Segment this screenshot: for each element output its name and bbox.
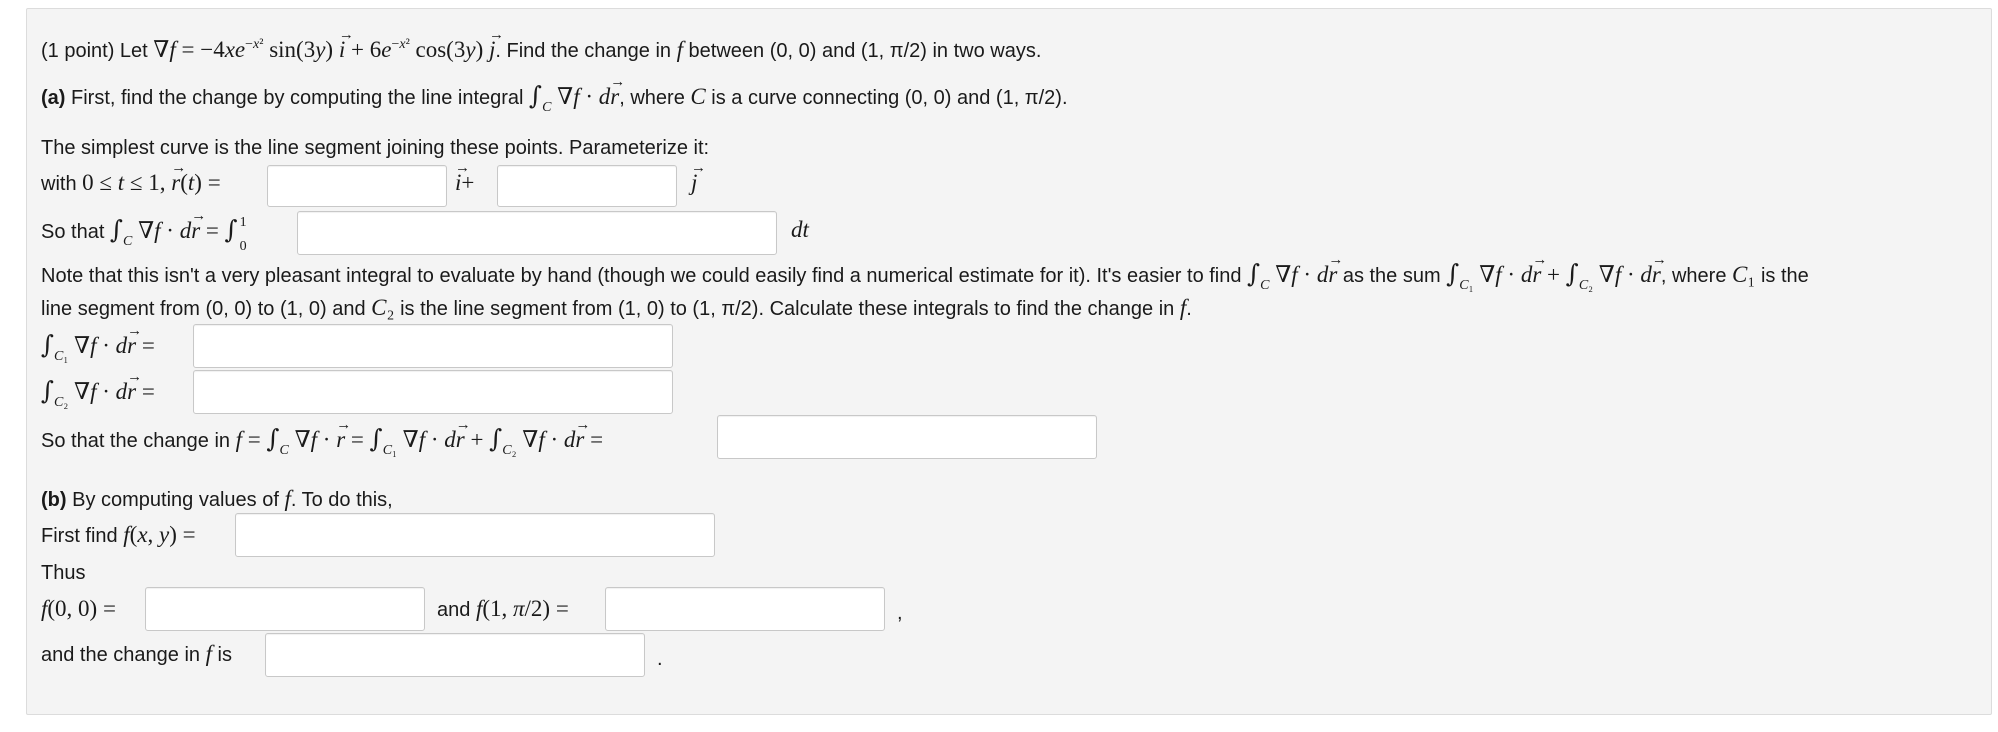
change-in-f-label: and the change in f is [41, 641, 232, 666]
integral-setup-line: So that $\int_C$ ∇f · d→ r = ∫ 1 0 [41, 216, 250, 256]
note-line-2: line segment from (0, 0) to (1, 0) and C₂ is the line segment from (1, 0) to (1, π/2). Calculate these integrals to find the change in f. [41, 295, 1192, 320]
first-find-line: First find f(x, y) = [41, 522, 196, 547]
c1-integral-label: $\int_{C_1}$ ∇f · d→ r = [41, 331, 155, 371]
f-1pi2-input[interactable] [605, 587, 885, 631]
parameterize-text: The simplest curve is the line segment joining these points. Parameterize it: [41, 137, 710, 159]
dt-label: dt [791, 217, 809, 242]
comma-text: , [897, 602, 903, 624]
part-b-statement: (b) By computing values of f. To do this, [41, 486, 393, 511]
part-b-change-input[interactable] [265, 633, 645, 677]
i-plus-label: → i+ [455, 169, 474, 197]
j-label: → j [691, 169, 697, 197]
part-a-statement: (a) First, find the change by computing the line integral $\int_C$ ∇f · d→ r, where C is a curve connecting (0, 0) and (1, π/2). [41, 82, 1068, 122]
c1-integral-input[interactable] [193, 324, 673, 368]
r-j-component-input[interactable] [497, 165, 677, 207]
integrand-input[interactable] [297, 211, 777, 255]
problem-statement: (1 point) Let $\nabla f = -4xe^{-x^2}$ $\sin(3y) \to i + 6e^{-x^2}$ cos(3y) → j. Find the change in f between (0, 0) and (1, π/2) in two ways. [41, 31, 1041, 65]
thus-label: Thus [41, 562, 86, 584]
param-line: with 0 ≤ t ≤ 1, → r(t) = [41, 169, 221, 198]
change-sum-line: So that the change in $f = \int_C$ ∇f · → $r = \int_{C_1}$ $\nabla f \cdot d\to r + \int_{C_2}$ ∇f · d→ r = [41, 425, 603, 465]
problem-panel [26, 8, 1992, 715]
f-1pi2-label: and f(1, π/2) = [437, 596, 569, 621]
period-text: . [657, 648, 663, 670]
c2-integral-input[interactable] [193, 370, 673, 414]
c2-integral-label: $\int_{C_2}$ ∇f · d→ r = [41, 377, 155, 417]
note-line-1: Note that this isn't a very pleasant integral to evaluate by hand (though we could easily find a numerical estimate for it). It's easier to find $\int_C$ ∇f · d→ r as the sum $\int_{C_1}$ $\nabla f \cdot d\to r + \int_{C_2}$ ∇f · d→ r, where C₁ is the [41, 260, 1809, 300]
r-i-component-input[interactable] [267, 165, 447, 207]
f-xy-input[interactable] [235, 513, 715, 557]
f-00-input[interactable] [145, 587, 425, 631]
total-change-input[interactable] [717, 415, 1097, 459]
f-00-label: f(0, 0) = [41, 596, 116, 621]
